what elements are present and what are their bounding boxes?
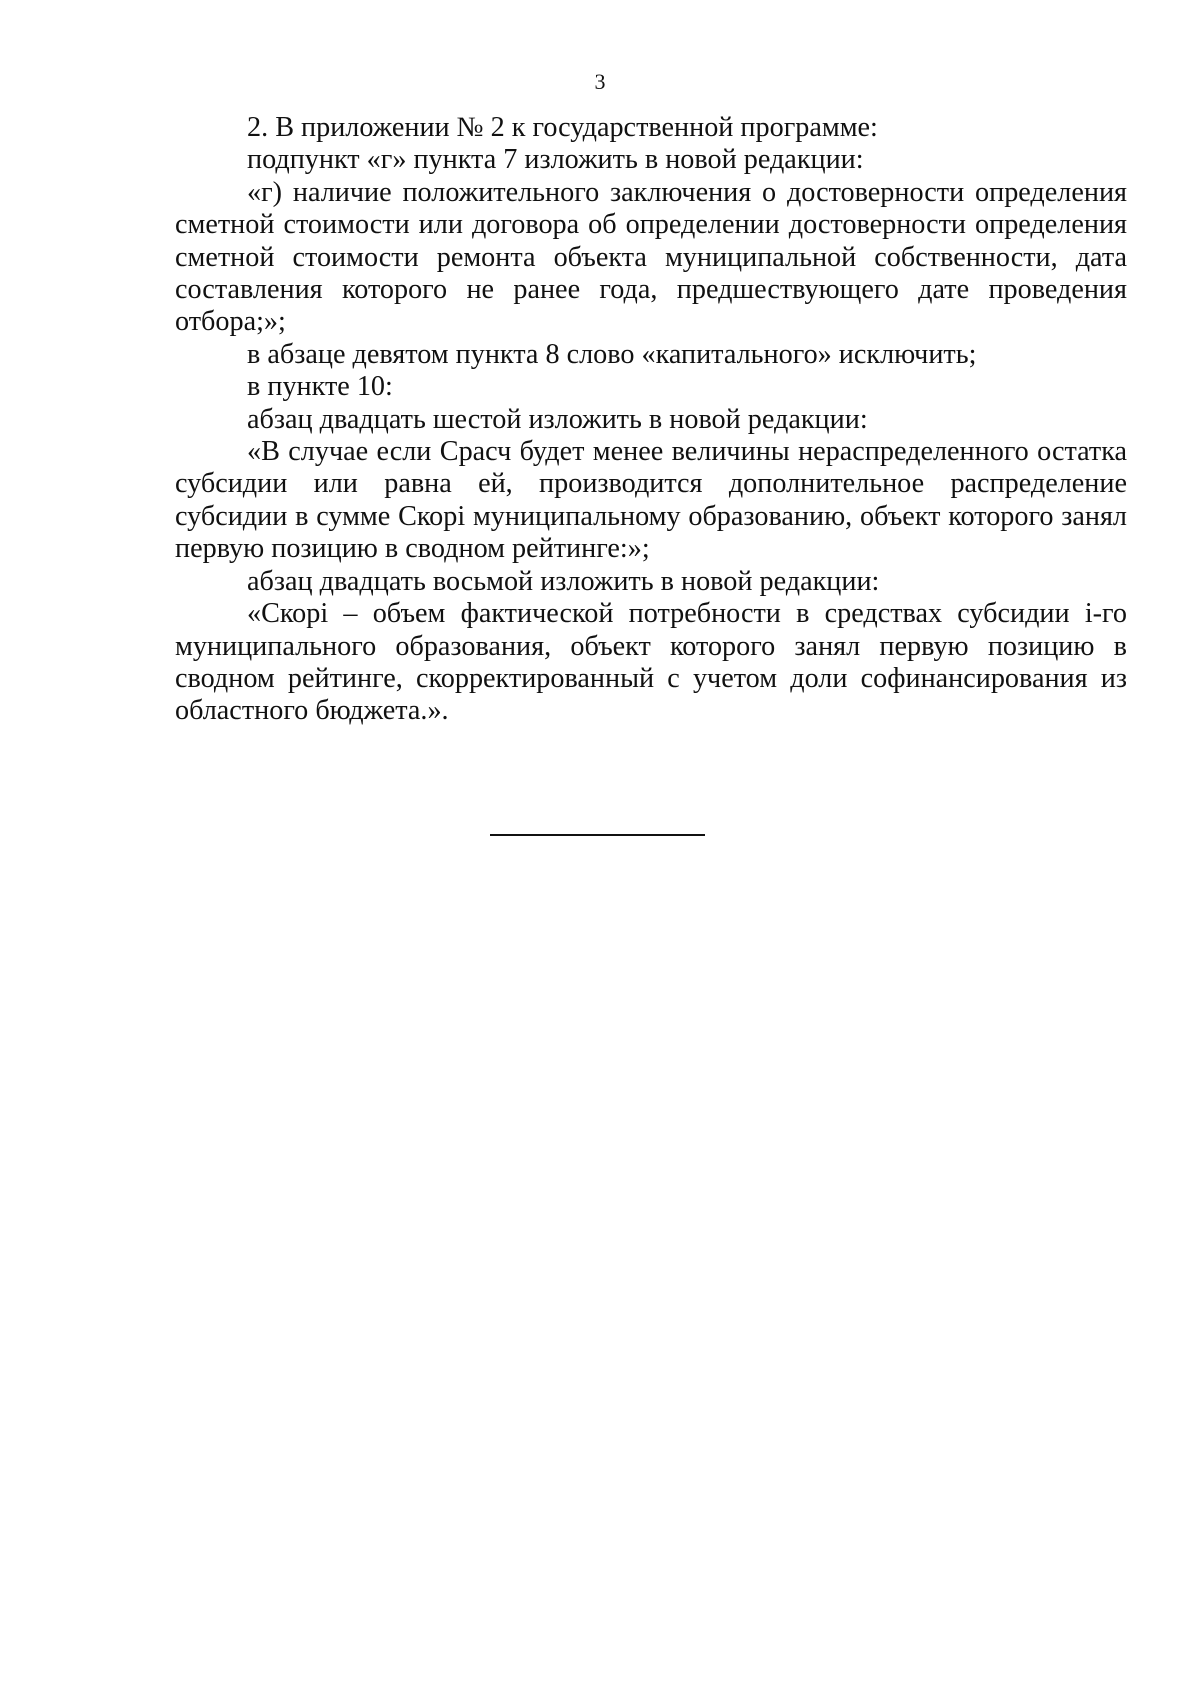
paragraph-abzac-28-text: «Скорi – объем фактической потребности в средствах субсидии i-го муниципального образования, объект которого занял первую позицию в сводном рейтинге, скорректированный с учетом доли софинансирования из областного бюджета.».	[175, 598, 1127, 727]
document-body	[175, 112, 1127, 728]
end-divider	[490, 834, 705, 836]
paragraph-abzac-28: абзац двадцать восьмой изложить в новой редакции:	[247, 565, 880, 597]
paragraph-abzac-26-text: «В случае если Срасч будет менее величины нераспределенного остатка субсидии или равна ей, производится дополнительное распределение субсидии в сумме Скорi муниципальному образованию, объект которого занял первую позицию в сводном рейтинге:»;	[175, 436, 1127, 565]
page-number: 3	[594, 69, 606, 94]
paragraph-point-10: в пункте 10:	[247, 371, 393, 403]
paragraph-point-8: в абзаце девятом пункта 8 слово «капитального» исключить;	[247, 338, 977, 370]
paragraph-item-2: 2. В приложении № 2 к государственной программе:	[247, 112, 878, 143]
paragraph-abzac-26: абзац двадцать шестой изложить в новой редакции:	[247, 403, 868, 435]
paragraph-subpoint-g-text: «г) наличие положительного заключения о достоверности определения сметной стоимости или договора об определении достоверности определения сметной стоимости ремонта объекта муниципальной собственности, дата составления которого не ранее года, предшествующего дате проведения отбора;»;	[175, 176, 1127, 338]
paragraph-subpoint-g: подпункт «г» пункта 7 изложить в новой редакции:	[247, 144, 864, 176]
